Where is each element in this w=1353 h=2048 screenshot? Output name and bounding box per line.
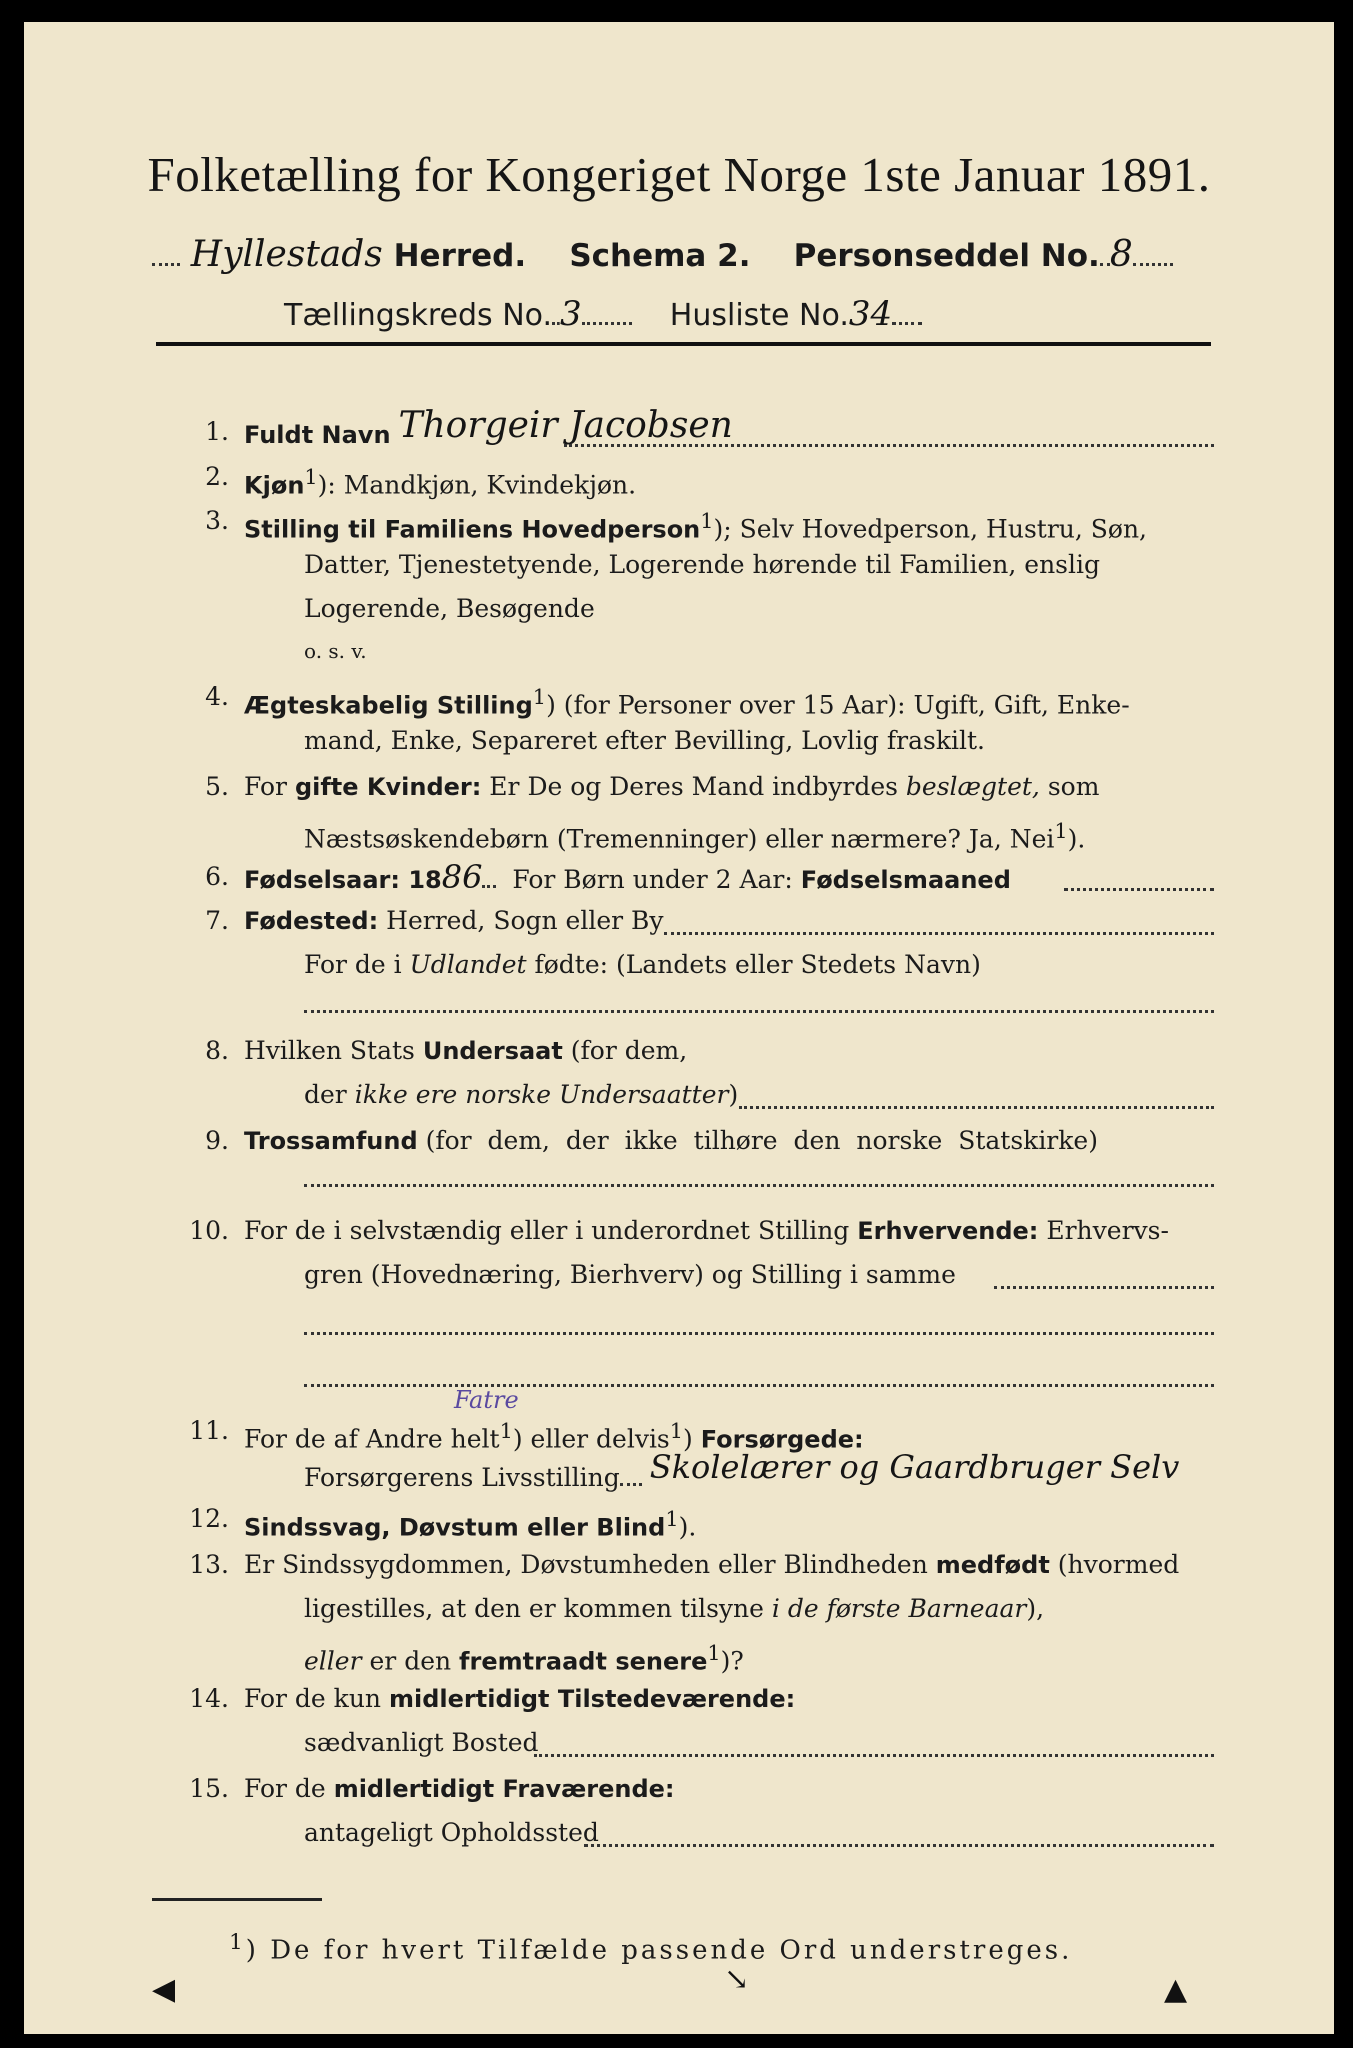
q14-text-a: For de kun — [244, 1684, 382, 1713]
item-10-dotline-3 — [304, 1384, 1214, 1387]
corner-mark-left: ◀ — [152, 1972, 176, 2007]
corner-mark-center: ↘ — [724, 1962, 750, 1997]
footnote-text: ) De for hvert Tilfælde passende Ord understreges. — [245, 1935, 1073, 1966]
livsstilling-label: Forsørgerens Livsstilling — [304, 1463, 620, 1492]
q7-text-a: For de i — [304, 950, 402, 979]
item-14-line-1 — [244, 1684, 795, 1714]
stilling-options-2: Datter, Tjenestetyende, Logerende hørende til Familien, enslig — [304, 550, 1101, 579]
item-15-dotline — [584, 1844, 1214, 1847]
item-number: 5. — [205, 772, 229, 801]
forsorgede-label: Forsørgede: — [700, 1425, 864, 1454]
footnote-ref: 1 — [669, 1419, 684, 1443]
opholdssted-label: antageligt Opholdssted — [304, 1818, 599, 1847]
item-1-dotline — [564, 444, 1214, 447]
item-number: 7. — [205, 906, 229, 935]
kreds-dots — [552, 321, 560, 325]
fodested-options: Herred, Sogn eller By — [386, 906, 664, 935]
medfodt-label: medfødt — [935, 1551, 1050, 1579]
kjon-label: Kjøn — [244, 471, 305, 500]
personseddel-dots-end — [1133, 262, 1173, 266]
bosted-label: sædvanligt Bosted — [304, 1728, 539, 1757]
item-2-content — [244, 462, 636, 500]
q9-text: (for dem, der ikke tilhøre den norske Statskirke) — [425, 1126, 1098, 1155]
item-7-dotline-2 — [304, 1010, 1214, 1013]
tilstedevaerende-label: midlertidigt Tilstedeværende: — [388, 1685, 796, 1713]
q5-text-b: beslægtet, — [905, 772, 1040, 801]
item-5-line-1 — [244, 772, 1099, 802]
q13-line-2 — [304, 1594, 1044, 1624]
q11-insert-note: Fatre — [454, 1386, 519, 1414]
item-number: 15. — [189, 1774, 229, 1803]
q11-line-2 — [304, 1448, 1180, 1493]
item-number: 11. — [189, 1416, 229, 1445]
herred-dots — [152, 262, 180, 266]
footnote-rule — [152, 1898, 322, 1901]
husliste-value: 34 — [848, 294, 893, 334]
item-8-dotline — [739, 1106, 1214, 1109]
item-4-line-1 — [244, 682, 1130, 720]
aegteskab-options-2: mand, Enke, Separeret efter Bevilling, Lovlig fraskilt. — [304, 726, 985, 755]
item-10-line-1 — [244, 1216, 1169, 1246]
item-3-line-1 — [244, 506, 1147, 544]
q13-text-e: ), — [1026, 1594, 1045, 1623]
q7-text-c: fødte: (Landets eller Stedets Navn) — [534, 950, 981, 979]
q11-text-b: ) eller delvis — [512, 1424, 670, 1454]
q8-text-c: der — [304, 1080, 347, 1109]
q11-text-a: For de af Andre helt — [244, 1424, 500, 1454]
fremtraadt-label: fremtraadt senere — [459, 1647, 708, 1676]
q5-text-a: Er De og Deres Mand indbyrdes — [489, 772, 898, 801]
item-number: 3. — [205, 506, 229, 535]
q8-text-d: ikke ere norske Undersaatter — [354, 1080, 729, 1109]
undersaat-label: Undersaat — [422, 1037, 563, 1065]
livsstilling-value: Skolelærer og Gaardbruger Selv — [649, 1448, 1180, 1486]
item-number: 14. — [189, 1684, 229, 1713]
q5-prefix: For — [244, 772, 287, 801]
footnote-ref: 1 — [304, 465, 318, 489]
item-6-content — [244, 858, 1011, 896]
item-number: 9. — [205, 1126, 229, 1155]
herred-value: Hyllestads — [190, 234, 383, 275]
q10-text-a: For de i selvstændig eller i underordnet Stilling — [244, 1216, 850, 1245]
aegteskab-label: Ægteskabelig Stilling — [244, 691, 533, 720]
footnote-ref: 1 — [707, 1641, 721, 1665]
erhvervende-label: Erhvervende: — [857, 1217, 1039, 1245]
fuldt-navn-label: Fuldt Navn — [244, 421, 391, 449]
q13-line-3 — [304, 1638, 744, 1676]
q8-line-2 — [304, 1080, 738, 1110]
footnote-ref: 1 — [700, 509, 714, 533]
footnote-ref: 1 — [665, 1507, 679, 1531]
q7-line-2 — [304, 950, 981, 980]
item-number: 13. — [189, 1550, 229, 1579]
trossamfund-label: Trossamfund — [244, 1127, 418, 1155]
q8-text-b: (for dem, — [570, 1036, 688, 1065]
q5-line-2 — [304, 816, 1085, 854]
fodselsaar-value: 86 — [441, 858, 483, 896]
item-number: 6. — [205, 862, 229, 891]
stilling-options-4: o. s. v. — [304, 639, 367, 663]
fuldt-navn-value: Thorgeir Jacobsen — [398, 405, 733, 446]
item-13-line-1 — [244, 1550, 1179, 1580]
q10-text-c: gren (Hovednæring, Bierhverv) og Stilling i samme — [304, 1260, 956, 1289]
footnote — [229, 1930, 1072, 1966]
item-7-line-1 — [244, 906, 664, 936]
kreds-dots-end — [582, 321, 632, 325]
item-10-dotline — [994, 1286, 1214, 1289]
item-8-line-1 — [244, 1036, 687, 1066]
footnote-ref: 1 — [499, 1419, 513, 1443]
fravaerende-label: midlertidigt Fraværende: — [333, 1775, 675, 1803]
q5-end: ). — [1067, 824, 1086, 854]
header-rule — [156, 342, 1211, 346]
livsstilling-dots — [620, 1482, 642, 1486]
fodselsaar-label: Fødselsaar: 18 — [244, 866, 442, 894]
q13-text-b: (hvormed — [1057, 1550, 1180, 1579]
q13-text-c: ligestilles, at den er kommen tilsyne — [304, 1594, 764, 1623]
q15-text-a: For de — [244, 1774, 326, 1803]
q5-text-c: som — [1047, 772, 1100, 801]
q8-text-a: Hvilken Stats — [244, 1036, 415, 1065]
stilling-options-1: ); Selv Hovedperson, Hustru, Søn, — [713, 514, 1148, 544]
item-12-content — [244, 1504, 696, 1542]
census-form — [24, 22, 1334, 2034]
husliste-label: Husliste No. — [669, 298, 849, 333]
fodselsaar-dots — [482, 884, 496, 888]
item-15-line-1 — [244, 1774, 675, 1804]
item-number: 12. — [189, 1504, 229, 1533]
aegteskab-options-1: ) (for Personer over 15 Aar): Ugift, Gift, Enke- — [546, 690, 1130, 720]
footnote-ref: 1 — [1054, 819, 1068, 843]
item-14-dotline — [534, 1754, 1214, 1757]
footnote-ref: 1 — [532, 685, 547, 709]
header-line-2 — [284, 294, 1184, 334]
item-7-dotline — [664, 932, 1214, 935]
item-number: 10. — [189, 1216, 229, 1245]
q8-text-e: ) — [728, 1080, 739, 1109]
item-9-content — [244, 1126, 1098, 1156]
stilling-options-3: Logerende, Besøgende — [304, 594, 595, 623]
personseddel-dots — [1100, 262, 1110, 266]
q7-text-b: Udlandet — [409, 950, 527, 979]
q10-text-b: Erhvervs- — [1046, 1216, 1169, 1245]
schema-label: Schema 2. — [569, 238, 751, 274]
item-number: 4. — [205, 682, 229, 711]
form-title: Folketælling for Kongeriget Norge 1ste Januar 1891. — [147, 147, 1211, 202]
kreds-label: Tællingskreds No. — [284, 298, 552, 333]
q13-end: )? — [720, 1646, 744, 1676]
corner-mark-right: ▲ — [1164, 1972, 1188, 2007]
q6-text: For Børn under 2 Aar: — [512, 865, 793, 894]
item-10-dotline-2 — [304, 1332, 1214, 1335]
kjon-options: ): Mandkjøn, Kvindekjøn. — [317, 470, 637, 500]
q11-text-c: ) — [683, 1424, 693, 1454]
q13-text-f: eller — [304, 1646, 362, 1676]
footnote-marker: 1 — [229, 1930, 246, 1955]
q5-question: Næstsøskendebørn (Tremenninger) eller nærmere? Ja, Nei — [304, 824, 1055, 854]
item-6-dotline — [1064, 888, 1214, 891]
item-number: 2. — [205, 462, 229, 491]
item-number: 1. — [205, 417, 229, 446]
fodselsmaaned-label: Fødselsmaaned — [800, 866, 1011, 894]
q13-text-a: Er Sindssygdommen, Døvstumheden eller Blindheden — [244, 1550, 928, 1579]
personseddel-label: Personseddel No. — [793, 238, 1100, 274]
q13-text-g: er den — [369, 1646, 452, 1676]
fodested-label: Fødested: — [244, 907, 379, 935]
herred-label: Herred. — [393, 238, 527, 274]
q12-end: ). — [678, 1512, 697, 1542]
item-number: 8. — [205, 1036, 229, 1065]
q13-text-d: i de første Barneaar — [771, 1594, 1027, 1623]
sindssvag-label: Sindssvag, Døvstum eller Blind — [244, 1513, 666, 1542]
header-line-1 — [152, 234, 1212, 275]
personseddel-value: 8 — [1109, 234, 1133, 275]
item-9-dotline — [304, 1184, 1214, 1187]
stilling-label: Stilling til Familiens Hovedperson — [244, 515, 701, 544]
husliste-dots — [892, 321, 922, 325]
gifte-kvinder-label: gifte Kvinder: — [294, 773, 482, 801]
kreds-value: 3 — [560, 294, 582, 334]
